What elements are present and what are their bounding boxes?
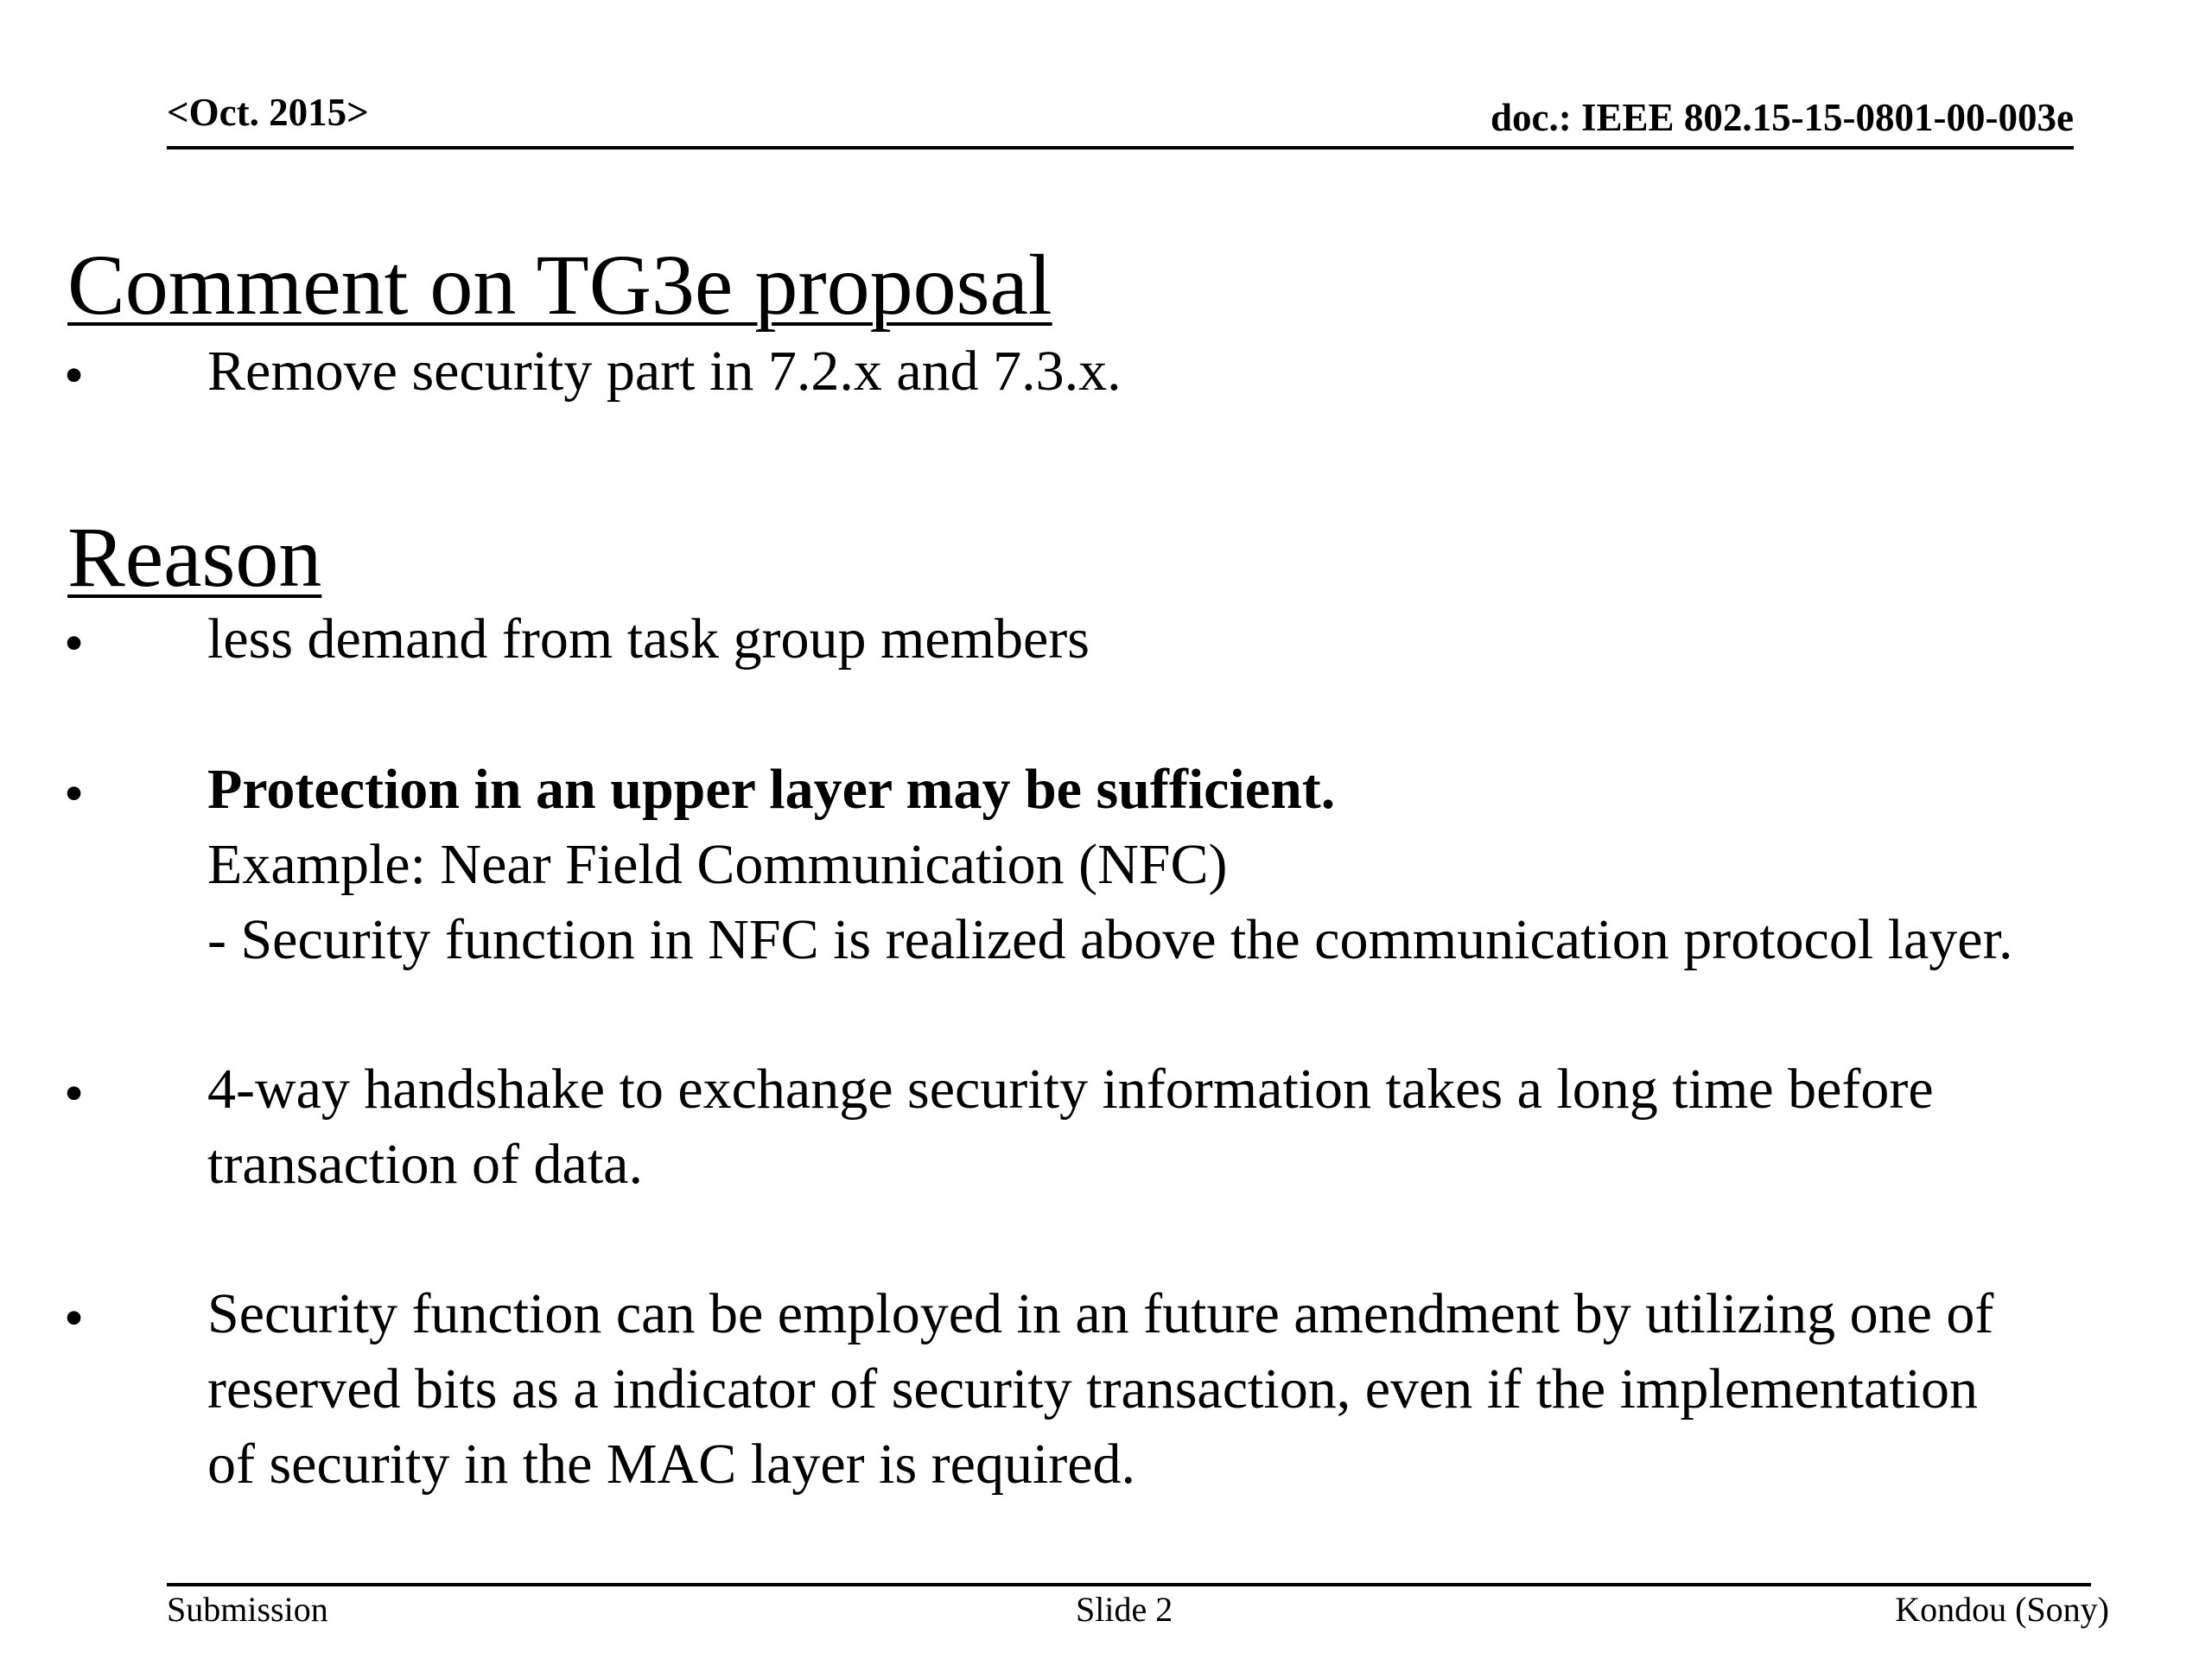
bullet-text-handshake-line1: 4-way handshake to exchange security information takes a long time before	[207, 1058, 1934, 1121]
footer-author: Kondou (Sony)	[1895, 1590, 2109, 1629]
bullet-marker: •	[64, 1287, 85, 1350]
bullet-marker: •	[64, 612, 85, 675]
header-date: <Oct. 2015>	[167, 91, 369, 134]
example-line: Example: Near Field Communication (NFC)	[207, 833, 1228, 896]
bullet-text-security-function-line1: Security function can be employed in an future amendment by utilizing one of	[207, 1282, 1994, 1345]
bullet-text-protection: Protection in an upper layer may be sufficient.	[207, 758, 1336, 821]
section-heading-comment: Comment on TG3e proposal	[67, 237, 1052, 333]
bullet-marker: •	[64, 1062, 85, 1125]
bullet-text-security-function-line3: of security in the MAC layer is required.	[207, 1433, 1136, 1496]
bullet-text-handshake-line2: transaction of data.	[207, 1133, 643, 1196]
header-rule	[167, 146, 2074, 149]
footer-submission: Submission	[167, 1590, 328, 1629]
bullet-text-remove-security: Remove security part in 7.2.x and 7.3.x.	[207, 340, 1122, 403]
bullet-marker: •	[64, 344, 85, 407]
bullet-text-security-function-line2: reserved bits as a indicator of security transaction, even if the implementation	[207, 1357, 1978, 1421]
nfc-detail-line: - Security function in NFC is realized above the communication protocol layer.	[207, 908, 2013, 971]
footer-rule	[167, 1583, 2091, 1586]
footer-slide-number: Slide 2	[1076, 1590, 1173, 1629]
section-heading-reason: Reason	[67, 509, 322, 605]
header-doc-id: doc.: IEEE 802.15-15-0801-00-003e	[1491, 96, 2074, 139]
bullet-text-less-demand: less demand from task group members	[207, 607, 1090, 671]
bullet-marker: •	[64, 762, 85, 825]
